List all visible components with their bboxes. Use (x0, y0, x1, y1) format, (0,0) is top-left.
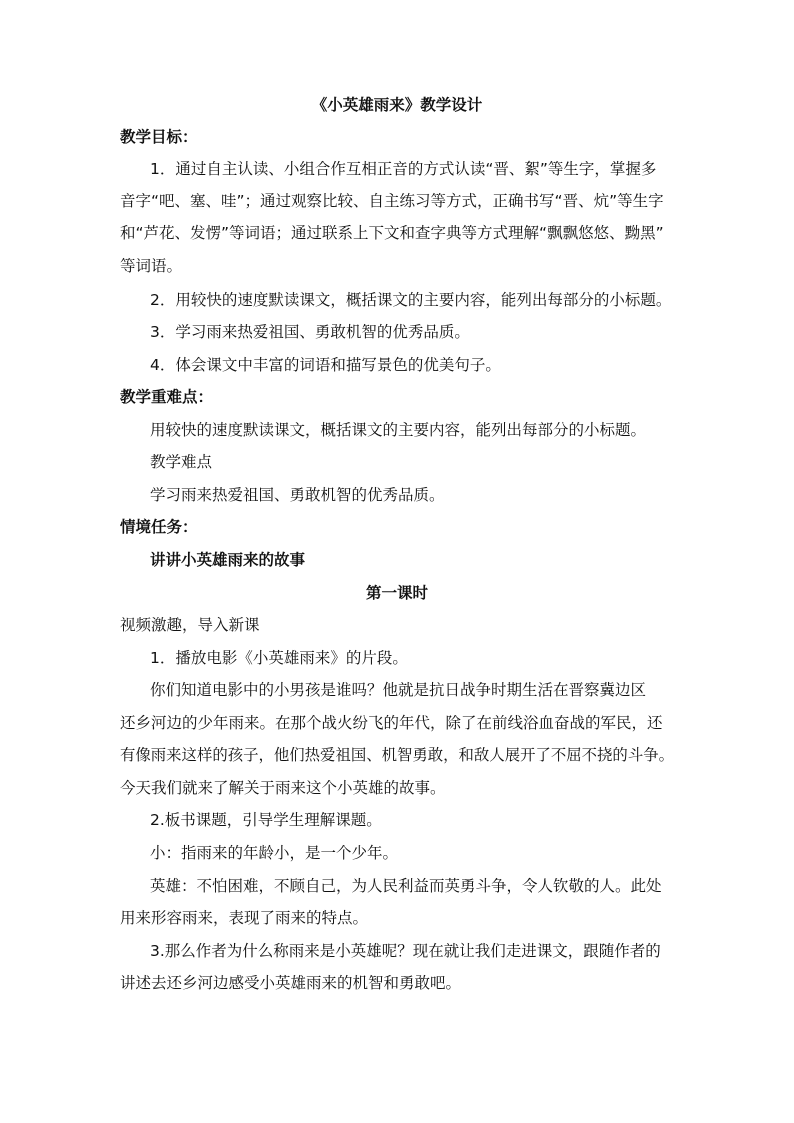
step-1-para-line-2: 还乡河边的少年雨来。在那个战火纷飞的年代，除了在前线浴血奋战的军民，还 (120, 714, 663, 732)
objective-1-line-1: 1．通过自主认读、小组合作互相正音的方式认读“晋、絮”等生字，掌握多 (150, 160, 657, 178)
objective-2: 2．用较快的速度默读课文，概括课文的主要内容，能列出每部分的小标题。 (150, 291, 672, 309)
step-2-hero-line-1: 英雄：不怕困难，不顾自己，为人民利益而英勇斗争，令人钦敬的人。此处 (150, 877, 662, 895)
step-3-line-2: 讲述去还乡河边感受小英雄雨来的机智和勇敢吧。 (120, 974, 462, 992)
step-2-hero-line-2: 用来形容雨来，表现了雨来的特点。 (120, 909, 369, 927)
objective-1-line-4: 等词语。 (120, 257, 183, 275)
objective-1-line-2: 音字“吧、塞、哇”；通过观察比较、自主练习等方式，正确书写“晋、炕”等生字 (120, 192, 664, 210)
step-1-para-line-4: 今天我们就来了解关于雨来这个小英雄的故事。 (120, 779, 446, 797)
document-title: 《小英雄雨来》教学设计 (311, 96, 483, 114)
key-points-heading: 教学重难点： (120, 388, 214, 406)
difficulty-text: 学习雨来热爱祖国、勇敢机智的优秀品质。 (150, 486, 445, 504)
lesson-step-1: 1．播放电影《小英雄雨来》的片段。 (150, 649, 408, 667)
objectives-heading: 教学目标： (120, 128, 198, 146)
step-1-para-line-1: 你们知道电影中的小男孩是谁吗？他就是抗日战争时期生活在晋察冀边区 (150, 681, 647, 699)
task-heading: 情境任务： (120, 518, 198, 536)
key-point-text: 用较快的速度默读课文，概括课文的主要内容，能列出每部分的小标题。 (150, 421, 647, 439)
step-2-small-definition: 小：指雨来的年龄小，是一个少年。 (150, 844, 399, 862)
step-1-para-line-3: 有像雨来这样的孩子，他们热爱祖国、机智勇敢，和敌人展开了不屈不挠的斗争。 (120, 746, 674, 764)
objective-3: 3．学习雨来热爱祖国、勇敢机智的优秀品质。 (150, 323, 470, 341)
lesson-heading: 第一课时 (365, 584, 428, 602)
objective-4: 4．体会课文中丰富的词语和描写景色的优美句子。 (150, 356, 501, 374)
objective-1-line-3: 和“芦花、发愣”等词语；通过联系上下文和查字典等方式理解“飘飘悠悠、黝黑” (120, 224, 664, 242)
lesson-intro: 视频激趣，导入新课 (120, 616, 260, 634)
step-3-line-1: 3.那么作者为什么称雨来是小英雄呢？现在就让我们走进课文，跟随作者的 (150, 942, 661, 960)
difficulty-label: 教学难点 (150, 453, 213, 471)
lesson-step-2: 2.板书课题，引导学生理解课题。 (150, 811, 382, 829)
task-text: 讲讲小英雄雨来的故事 (150, 551, 306, 569)
